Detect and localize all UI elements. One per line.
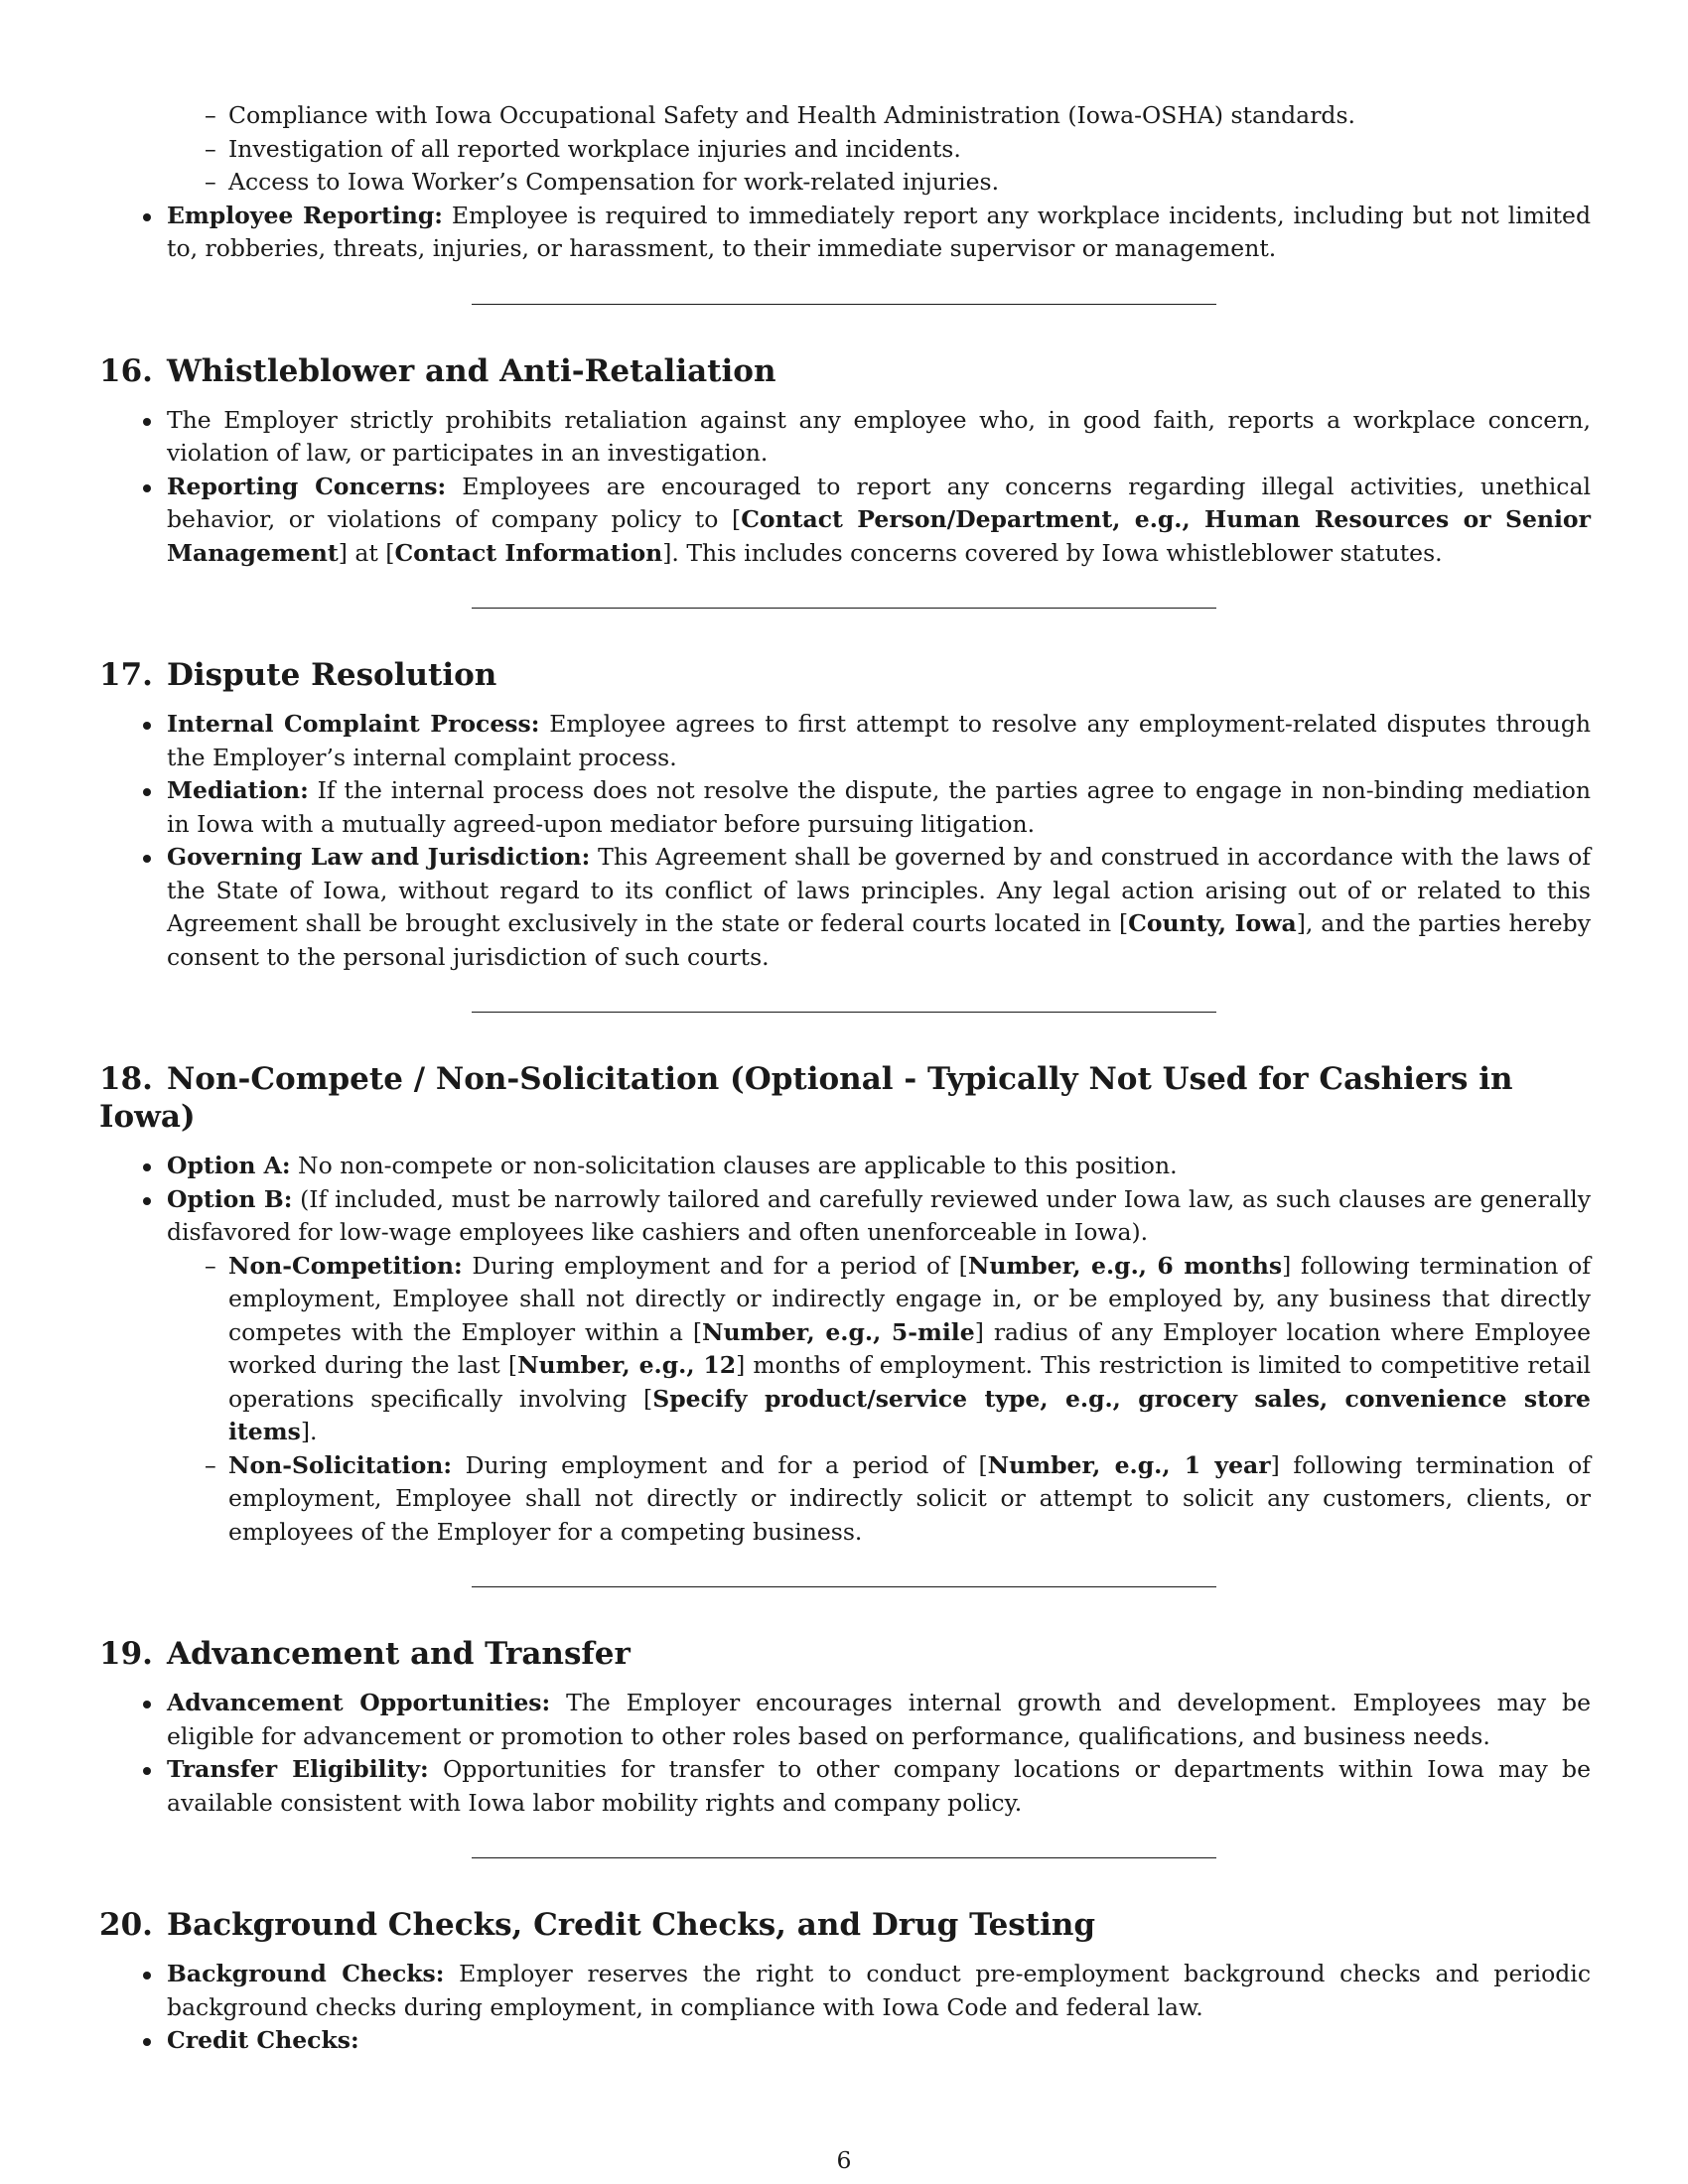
section-20-list bbox=[99, 1958, 1591, 2058]
section-18-heading: 18. Non-Compete / Non-Solicitation (Optional - Typically Not Used for Cashiers in Iowa) bbox=[99, 1061, 1513, 1135]
list-item: – Compliance with Iowa Occupational Safety and Health Administration (Iowa-OSHA) standards. bbox=[167, 99, 1591, 133]
list-item: Internal Complaint Process: Employee agrees to first attempt to resolve any employment-related disputes through the Employer’s internal complaint process. bbox=[99, 708, 1591, 774]
list-item: The Employer strictly prohibits retaliation against any employee who, in good faith, reports a workplace concern, violation of law, or participates in an investigation. bbox=[99, 404, 1591, 471]
list-item: Option B: (If included, must be narrowly tailored and carefully reviewed under Iowa law, as such clauses are generally disfavored for low-wage employees like cashiers and often unenforceable in Iowa). – Non-Competition: During employment and for a period of [Number, e.g., 6 months] following termination of employment, Employee shall not directly or indirectly engage in, or be employed by, any business that directly competes with the Employer within a [Number, e.g., 5-mile] radius of any Employer location where Employee worked during the last [Number, e.g., 12] months of employment. This restriction is limited to competitive retail operations specifically involving [Specify product/service type, e.g., grocery sales, convenience store items]. – Non-Solicitation: During employment and for a period of [Number, e.g., 1 year] following termination of employment, Employee shall not directly or indirectly solicit or attempt to solicit any customers, clients, or employees of the Employer for a competing business. bbox=[99, 1183, 1591, 1550]
section-17-heading: 17. Dispute Resolution bbox=[99, 657, 497, 693]
list-item: Advancement Opportunities: The Employer encourages internal growth and development. Employees may be eligible for advancement or promotion to other roles based on performance, qualifications, and business needs. bbox=[99, 1687, 1591, 1753]
list-item: – Non-Competition: During employment and for a period of [Number, e.g., 6 months] following termination of employment, Employee shall not directly or indirectly engage in, or be employed by, any business that directly competes with the Employer within a [Number, e.g., 5-mile] radius of any Employer location where Employee worked during the last [Number, e.g., 12] months of employment. This restriction is limited to competitive retail operations specifically involving [Specify product/service type, e.g., grocery sales, convenience store items]. bbox=[99, 1250, 1591, 1449]
page-content bbox=[99, 99, 1591, 2058]
list-item: Credit Checks: bbox=[99, 2024, 1591, 2058]
safety-sub-list bbox=[167, 99, 1591, 200]
section-19-heading: 19. Advancement and Transfer bbox=[99, 1636, 631, 1672]
list-item: Transfer Eligibility: Opportunities for transfer to other company locations or departments within Iowa may be available consistent with Iowa labor mobility rights and company policy. bbox=[99, 1753, 1591, 1820]
list-item: Background Checks: Employer reserves the right to conduct pre-employment background checks and periodic background checks during employment, in compliance with Iowa Code and federal law. bbox=[99, 1958, 1591, 2024]
section-20-heading: 20. Background Checks, Credit Checks, and Drug Testing bbox=[99, 1907, 1096, 1943]
section-16-heading: 16. Whistleblower and Anti-Retaliation bbox=[99, 352, 776, 389]
list-item: – Non-Solicitation: During employment and for a period of [Number, e.g., 1 year] following termination of employment, Employee shall not directly or indirectly solicit or attempt to solicit any customers, clients, or employees of the Employer for a competing business. bbox=[99, 1449, 1591, 1550]
list-item: Reporting Concerns: Employees are encouraged to report any concerns regarding illegal activities, unethical behavior, or violations of company policy to [Contact Person/Department, e.g., Human Resources or Senior Management] at [Contact Information]. This includes concerns covered by Iowa whistleblower statutes. bbox=[99, 471, 1591, 571]
list-item: – Investigation of all reported workplace injuries and incidents. bbox=[167, 133, 1591, 167]
section-16-list bbox=[99, 404, 1591, 571]
page-number: 6 bbox=[836, 2146, 852, 2174]
section-17-list bbox=[99, 708, 1591, 974]
section-18-list bbox=[99, 1150, 1591, 1549]
list-item: Employee Reporting: Employee is required to immediately report any workplace incidents, including but not limited to, robberies, threats, injuries, or harassment, to their immediate supervisor or management. bbox=[99, 200, 1591, 266]
option-b-sub-list bbox=[99, 1250, 1591, 1550]
list-item: Option A: No non-compete or non-solicitation clauses are applicable to this position. bbox=[99, 1150, 1591, 1183]
list-item: Mediation: If the internal process does not resolve the dispute, the parties agree to engage in non-binding mediation in Iowa with a mutually agreed-upon mediator before pursuing litigation. bbox=[99, 774, 1591, 841]
section-19-list bbox=[99, 1687, 1591, 1820]
employee-reporting-list bbox=[99, 200, 1591, 266]
list-item: Governing Law and Jurisdiction: This Agreement shall be governed by and construed in accordance with the laws of the State of Iowa, without regard to its conflict of laws principles. Any legal action arising out of or related to this Agreement shall be brought exclusively in the state or federal courts located in [County, Iowa], and the parties hereby consent to the personal jurisdiction of such courts. bbox=[99, 841, 1591, 974]
list-item: – Access to Iowa Worker’s Compensation for work-related injuries. bbox=[167, 166, 1591, 200]
